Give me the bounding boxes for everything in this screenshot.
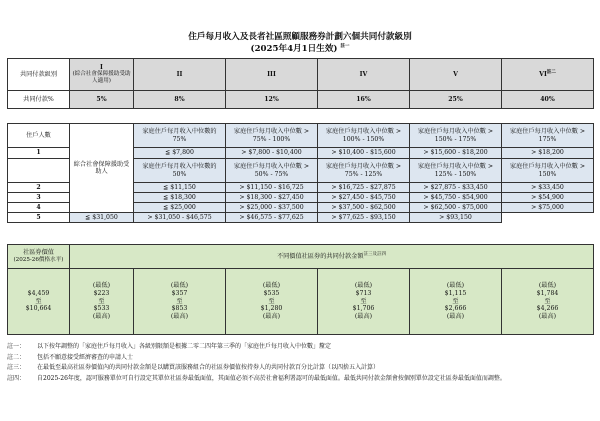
income-cell: > $54,900 [502, 193, 594, 203]
rate-3: 12% [226, 91, 318, 109]
max-label: (最高) [170, 313, 189, 321]
note-text: 自2025-26年度，認可服務單位可自行設定其單位社區券最低面值，其面值必須不高於社會福利署認可的最低面值。最低共同付款金額會按個別單位設定社區券最低面值而調整。 [37, 374, 506, 382]
min-label: (最低) [92, 282, 111, 290]
notes-section [7, 343, 595, 385]
rate-2: 8% [134, 91, 226, 109]
copay-amount-header [70, 245, 594, 269]
level-6-note-ref: 註二 [546, 70, 556, 76]
income-cell: > $62,500 - $75,000 [410, 203, 502, 213]
income-cell: > $10,400 - $15,600 [318, 148, 410, 159]
income-cell: ≦ $7,800 [134, 148, 226, 159]
copay-range-1 [70, 269, 134, 335]
min-label: (最低) [538, 282, 557, 290]
max-label: (最高) [446, 313, 465, 321]
copay-min: $1,115 [444, 289, 467, 297]
income-cell: ≦ $18,300 [134, 193, 226, 203]
household-size: 4 [8, 203, 70, 213]
note-text: 包括不願意接受經濟審查的申請人士 [37, 353, 134, 361]
header-a-3: 家庭住戶每月收入中位數 > 100% - 150% [318, 124, 410, 148]
range-to: 至 [176, 297, 183, 305]
income-cell: > $7,800 - $10,400 [226, 148, 318, 159]
income-cell: > $15,600 - $18,200 [410, 148, 502, 159]
copay-range-4 [318, 269, 410, 335]
level-2-cell: II [134, 59, 226, 91]
note-2 [7, 354, 595, 362]
household-size: 2 [8, 183, 70, 193]
header-b-5: 家庭住戶每月收入中位數 > 150% [502, 159, 594, 183]
header-b-3: 家庭住戶每月收入中位數 > 75% - 125% [318, 159, 410, 183]
copay-max: $1,706 [352, 305, 375, 313]
max-label: (最高) [92, 313, 111, 321]
level-5-cell: V [410, 59, 502, 91]
copay-min: $357 [171, 289, 188, 297]
income-cell: > $31,050 - $46,575 [134, 213, 226, 223]
rate-label: 共同付款% [8, 91, 70, 109]
voucher-value-label-cell [8, 245, 70, 269]
copay-max: $2,666 [444, 305, 467, 313]
income-cell: > $75,000 [502, 203, 594, 213]
income-cell: > $16,725 - $27,875 [318, 183, 410, 193]
income-cell: > $37,500 - $62,500 [318, 203, 410, 213]
income-cell: > $11,150 - $16,725 [226, 183, 318, 193]
note-1 [7, 343, 595, 351]
note-label: 註四： [7, 374, 26, 382]
note-label: 註一： [7, 343, 26, 350]
household-size-label: 住戶人數 [8, 124, 70, 148]
header-a-2: 家庭住戶每月收入中位數 > 75% - 100% [226, 124, 318, 148]
range-to: 至 [544, 297, 551, 305]
range-to: 至 [360, 297, 367, 305]
doc-subtitle: (2025年4月1日生效) $^{註一}$ [250, 44, 350, 54]
price-level-note: (2025-26價格水平) [13, 256, 64, 263]
copay-max: $533 [93, 305, 110, 313]
max-label: (最高) [354, 313, 373, 321]
income-cell: > $46,575 - $77,625 [226, 213, 318, 223]
household-size: 1 [8, 148, 70, 159]
level-1-note: (綜合社會保障援助受助人適用) [72, 71, 131, 85]
range-to: 至 [98, 297, 105, 305]
header-b-2: 家庭住戶每月收入中位數 > 50% - 75% [226, 159, 318, 183]
copay-range-3 [226, 269, 318, 335]
min-label: (最低) [262, 282, 281, 290]
cssa-recipient-cell: 綜合社會保障援助受助人 [70, 124, 134, 213]
header-b-1: 家庭住戶每月收入中位數的 50% [134, 159, 226, 183]
min-label: (最低) [354, 282, 373, 290]
min-label: (最低) [446, 282, 465, 290]
income-cell: > $77,625 - $93,150 [318, 213, 410, 223]
range-to: 至 [268, 297, 275, 305]
income-cell: > $45,750 - $54,900 [410, 193, 502, 203]
title-note-ref: 註一 [340, 44, 350, 50]
doc-title: 住戶每月收入及長者社區照顧服務券計劃六個共同付款級別 [188, 32, 412, 42]
income-cell: ≦ $31,050 [70, 213, 134, 223]
note-3 [7, 364, 595, 372]
level-6-numeral: VI [539, 71, 547, 79]
income-cell: > $18,300 - $27,450 [226, 193, 318, 203]
max-label: (最高) [262, 313, 281, 321]
level-3-cell: III [226, 59, 318, 91]
household-size: 3 [8, 193, 70, 203]
income-cell: ≦ $11,150 [134, 183, 226, 193]
income-header-row-a [8, 124, 594, 148]
header-a-5: 家庭住戶每月收入中位數 > 175% [502, 124, 594, 148]
level-1-cell [70, 59, 134, 91]
copay-min: $223 [93, 289, 110, 297]
copay-level-table [7, 58, 594, 109]
voucher-header-row [8, 245, 594, 269]
copay-min: $713 [355, 289, 372, 297]
copay-max: $853 [171, 305, 188, 313]
household-income-table [7, 123, 594, 223]
level-4-cell: IV [318, 59, 410, 91]
note-text: 在最低至最高社區券價值內的共同付款金額是以購買該服務組合的社區券價值按持券人的共同付款百分比計算（以四捨五入計算） [37, 364, 380, 371]
range-to: 至 [35, 297, 42, 305]
voucher-min: $4,459 [27, 289, 50, 297]
copay-note-ref: 註三及註四 [363, 252, 387, 258]
copay-range-5 [410, 269, 502, 335]
level-row [8, 59, 594, 91]
rate-1: 5% [70, 91, 134, 109]
header-a-4: 家庭住戶每月收入中位數 > 150% - 175% [410, 124, 502, 148]
min-label: (最低) [170, 282, 189, 290]
rate-6: 40% [502, 91, 594, 109]
header-b-4: 家庭住戶每月收入中位數 > 125% - 150% [410, 159, 502, 183]
income-cell: ≦ $25,000 [134, 203, 226, 213]
voucher-copay-table [7, 244, 594, 335]
note-text: 以下按年調整的「家庭住戶每月收入」各級別限額是根據二零二四年第三季的「家庭住戶每月收入中位數」釐定 [37, 343, 332, 350]
income-cell: > $27,875 - $33,450 [410, 183, 502, 193]
household-size: 5 [8, 213, 70, 223]
level-header-label: 共同付款級別 [8, 59, 70, 91]
rate-5: 25% [410, 91, 502, 109]
copay-range-6 [502, 269, 594, 335]
voucher-amount-row [8, 269, 594, 335]
note-4 [7, 375, 595, 383]
max-label: (最高) [538, 313, 557, 321]
range-to: 至 [452, 297, 459, 305]
note-label: 註三： [7, 364, 26, 371]
voucher-value-label: 社區券價值 [23, 249, 54, 257]
copay-min: $1,784 [536, 289, 559, 297]
income-cell: > $18,200 [502, 148, 594, 159]
header-a-1: 家庭住戶每月收入中位數的 75% [134, 124, 226, 148]
copay-min: $535 [263, 289, 280, 297]
voucher-max: $10,664 [25, 305, 52, 313]
rate-row [8, 91, 594, 109]
income-cell: > $93,150 [410, 213, 502, 223]
income-cell: > $27,450 - $45,750 [318, 193, 410, 203]
copay-amount-title: 不同價值社區券的共同付款金額 [276, 253, 364, 261]
voucher-value-range [8, 269, 70, 335]
rate-4: 16% [318, 91, 410, 109]
income-row-5 [8, 213, 594, 223]
income-cell: > $25,000 - $37,500 [226, 203, 318, 213]
copay-max: $4,266 [536, 305, 559, 313]
note-label: 註二： [7, 353, 26, 361]
level-1-numeral: I [100, 63, 103, 71]
income-cell: > $33,450 [502, 183, 594, 193]
copay-max: $1,280 [260, 305, 283, 313]
level-6-cell [502, 59, 594, 91]
blank-cell [8, 159, 70, 183]
copay-range-2 [134, 269, 226, 335]
